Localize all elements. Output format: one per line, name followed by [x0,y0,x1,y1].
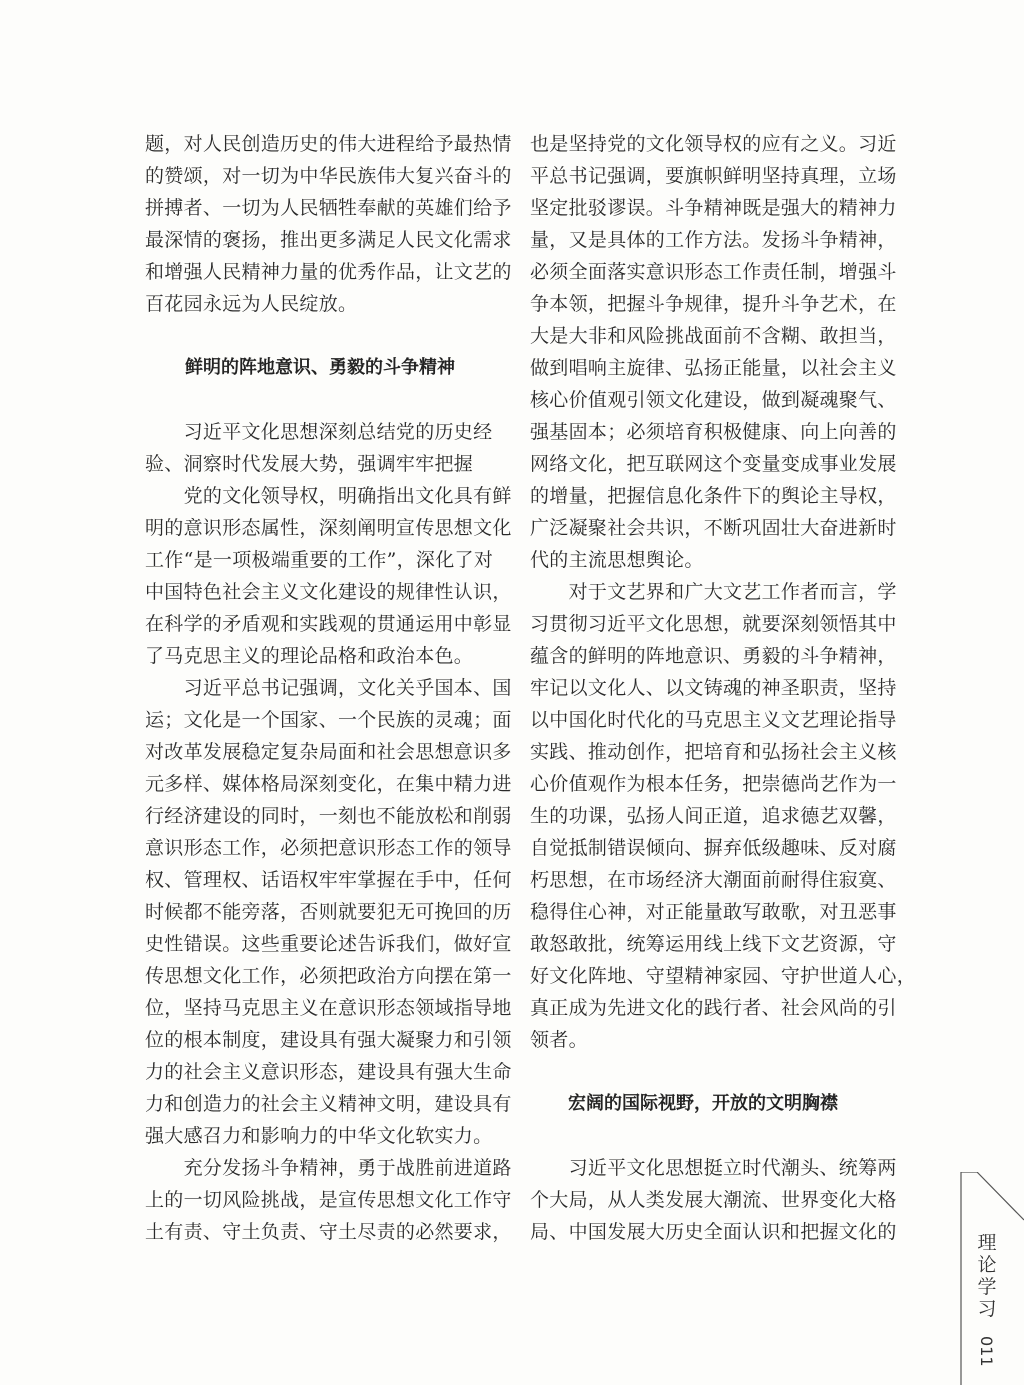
text-line: 题，对人民创造历史的伟大进程给予最热情 [145,133,512,155]
text-line: 习贯彻习近平文化思想，就要深刻领悟其中 [530,613,897,635]
text-line: 意识形态工作，必须把意识形态工作的领导 [145,837,512,859]
text-line: 广泛凝聚社会共识，不断巩固壮大奋进新时 [530,517,897,539]
text-line: 力的社会主义意识形态，建设具有强大生命 [145,1061,512,1083]
text-line: 领者。 [530,1029,588,1051]
text-line: 位，坚持马克思主义在意识形态领域指导地 [145,997,512,1019]
text-line: 量，又是具体的工作方法。发扬斗争精神， [530,229,897,251]
text-line: 网络文化，把互联网这个变量变成事业发展 [530,453,897,475]
text-line: 强大感召力和影响力的中华文化软实力。 [145,1125,493,1147]
text-line: 真正成为先进文化的践行者、社会风尚的引 [530,997,897,1019]
text-line: 蕴含的鲜明的阵地意识、勇毅的斗争精神， [530,645,897,667]
text-line: 生的功课，弘扬人间正道，追求德艺双馨， [530,805,897,827]
text-line: 争本领，把握斗争规律，提升斗争艺术，在 [530,293,897,315]
text-line: 充分发扬斗争精神，勇于战胜前进道路 [145,1157,512,1179]
text-line: 对于文艺界和广大文艺工作者而言，学 [530,581,897,603]
text-line: 大是大非和风险挑战面前不含糊、敢担当， [530,325,897,347]
section-label: 理论学习 [977,1232,997,1320]
text-line: 时候都不能旁落，否则就要犯无可挽回的历 [145,901,512,923]
text-line: 局、中国发展大历史全面认识和把握文化的 [530,1221,897,1243]
text-line: 敢怒敢批，统筹运用线上线下文艺资源，守 [530,933,897,955]
text-line: 运；文化是一个国家、一个民族的灵魂；面 [145,709,512,731]
text-line: 坚定批驳谬误。斗争精神既是强大的精神力 [530,197,897,219]
text-line: 最深情的褒扬，推出更多满足人民文化需求 [145,229,512,251]
text-line: 了马克思主义的理论品格和政治本色。 [145,645,474,667]
text-line: 和增强人民精神力量的优秀作品，让文艺的 [145,261,512,283]
text-line: 元多样、媒体格局深刻变化，在集中精力进 [145,773,512,795]
text-line: 权、管理权、话语权牢牢掌握在手中，任何 [145,869,512,891]
text-line: 朽思想，在市场经济大潮面前耐得住寂寞、 [530,869,897,891]
text-line: 对改革发展稳定复杂局面和社会思想意识多 [145,741,512,763]
text-line: 的赞颂，对一切为中华民族伟大复兴奋斗的 [145,165,512,187]
text-line: 自觉抵制错误倾向、摒弃低级趣味、反对腐 [530,837,897,859]
text-line: 核心价值观引领文化建设，做到凝魂聚气、 [530,389,897,411]
section-heading: 鲜明的阵地意识、勇毅的斗争精神 [185,357,455,378]
text-line: 也是坚持党的文化领导权的应有之义。习近 [530,133,897,155]
text-line: 位的根本制度，建设具有强大凝聚力和引领 [145,1029,512,1051]
text-line: 必须全面落实意识形态工作责任制，增强斗 [530,261,897,283]
text-line: 的增量，把握信息化条件下的舆论主导权， [530,485,897,507]
right-column [530,128,917,1248]
text-line: 做到唱响主旋律、弘扬正能量，以社会主义 [530,357,897,379]
right-para-2 [530,1152,900,1248]
text-line: 习近平文化思想深刻总结党的历史经 [145,421,493,443]
left-para-2 [145,416,515,1248]
text-line: 明的意识形态属性，深刻阐明宣传思想文化 [145,517,512,539]
text-line: 强基固本；必须培育积极健康、向上向善的 [530,421,897,443]
left-para-1 [145,128,515,320]
text-line: 好文化阵地、守望精神家园、守护世道人心， [530,965,917,987]
text-line: 土有责、守土负责、守土尽责的必然要求， [145,1221,512,1243]
text-line: 上的一切风险挑战，是宣传思想文化工作守 [145,1189,512,1211]
text-line: 牢记以文化人、以文铸魂的神圣职责，坚持 [530,677,897,699]
text-line: 传思想文化工作，必须把政治方向摆在第一 [145,965,512,987]
text-line: 党的文化领导权，明确指出文化具有鲜 [145,485,512,507]
text-line: 百花园永远为人民绽放。 [145,293,358,315]
text-line: 心价值观作为根本任务，把崇德尚艺作为一 [530,773,897,795]
text-line: 工作“是一项极端重要的工作”，深化了对 [145,549,494,571]
text-line: 实践、推动创作，把培育和弘扬社会主义核 [530,741,897,763]
text-line: 中国特色社会主义文化建设的规律性认识， [145,581,512,603]
text-line: 验、洞察时代发展大势，强调牢牢把握 [145,453,474,475]
text-line: 史性错误。这些重要论述告诉我们，做好宣 [145,933,512,955]
text-line: 习近平总书记强调，文化关乎国本、国 [145,677,512,699]
text-line: 行经济建设的同时，一刻也不能放松和削弱 [145,805,512,827]
text-line: 以中国化时代化的马克思主义文艺理论指导 [530,709,897,731]
text-line: 力和创造力的社会主义精神文明，建设具有 [145,1093,512,1115]
text-line: 在科学的矛盾观和实践观的贯通运用中彰显 [145,613,512,635]
page-number: 011 [977,1335,996,1367]
left-column [145,128,515,1248]
text-line: 代的主流思想舆论。 [530,549,704,571]
right-para-1 [530,128,917,1056]
text-line: 拼搏者、一切为人民牺牲奉献的英雄们给予 [145,197,512,219]
text-line: 平总书记强调，要旗帜鲜明坚持真理，立场 [530,165,897,187]
text-line: 个大局，从人类发展大潮流、世界变化大格 [530,1189,897,1211]
text-line: 习近平文化思想挺立时代潮头、统筹两 [530,1157,897,1179]
text-line: 稳得住心神，对正能量敢写敢歌，对丑恶事 [530,901,897,923]
section-heading: 宏阔的国际视野，开放的文明胸襟 [568,1093,838,1114]
